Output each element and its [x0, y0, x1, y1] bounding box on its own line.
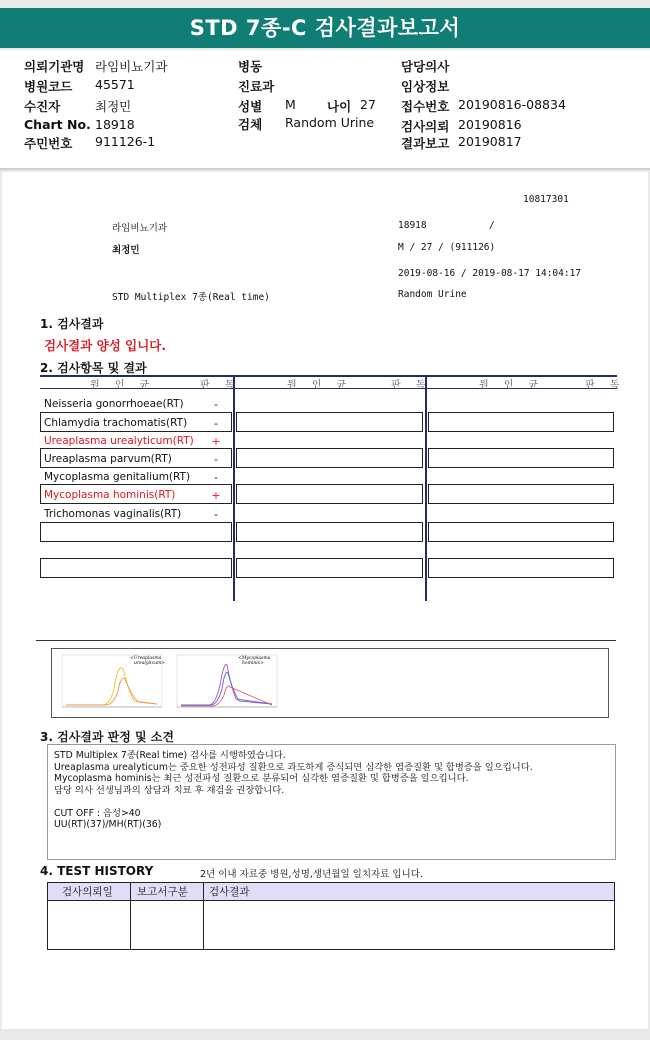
info-label-receipt-no: 접수번호: [401, 99, 450, 114]
item-row-box: [40, 558, 232, 578]
amplification-graphs: [51, 648, 609, 718]
col1-head-organism: 원 인 균: [90, 380, 156, 391]
table-divider-1: [233, 375, 235, 601]
info-label-clinical-info: 임상정보: [401, 79, 450, 94]
info-label-department: 진료과: [238, 79, 275, 94]
info-value-sex: M: [285, 97, 296, 112]
item-result-positive: +: [211, 489, 221, 502]
graph-left-label1: <Ureaplasma: [130, 656, 162, 661]
report-sex-age: M / 27 / (911126): [398, 242, 496, 253]
report-dates: 2019-08-16 / 2019-08-17 14:04:17: [398, 268, 582, 279]
opinion-line: CUT OFF : 음성>40: [54, 807, 141, 819]
report-patient: 최정민: [112, 245, 140, 256]
item-row-box: [40, 522, 232, 542]
overall-result: 검사결과 양성 입니다.: [44, 338, 167, 353]
item-name-positive: Ureaplasma urealyticum(RT): [44, 435, 194, 447]
item-result: -: [214, 471, 218, 484]
report-code: 10817301: [523, 194, 569, 205]
info-divider: [0, 168, 650, 170]
col1-head-reading: 판 독: [200, 380, 241, 391]
info-label-ward: 병동: [238, 59, 263, 74]
opinion-box: [47, 744, 616, 860]
section3-title: 3. 검사결과 판정 및 소견: [40, 730, 174, 744]
empty-row-box: [236, 522, 423, 542]
empty-row-box: [236, 558, 423, 578]
empty-row-box: [428, 484, 614, 504]
empty-row-box: [428, 558, 614, 578]
empty-row-box: [428, 522, 614, 542]
graph-left: [62, 655, 165, 707]
item-name: Mycoplasma genitalium(RT): [44, 471, 191, 483]
section4-title: 4. TEST HISTORY: [40, 864, 154, 878]
item-result: -: [214, 453, 218, 466]
col3-head-reading: 판 독: [585, 380, 626, 391]
history-header: [48, 883, 614, 901]
info-label-doctor: 담당의사: [401, 59, 450, 74]
item-result: -: [214, 398, 218, 411]
info-value-age: 27: [360, 97, 376, 112]
empty-row-box: [236, 448, 423, 468]
info-value-resident-no: 911126-1: [95, 134, 156, 149]
patient-info-panel: [0, 50, 650, 168]
item-name-positive: Mycoplasma hominis(RT): [44, 489, 176, 501]
item-name: Chlamydia trachomatis(RT): [44, 417, 188, 429]
history-divider: [130, 883, 131, 949]
report-specimen: Random Urine: [398, 289, 467, 300]
col2-head-reading: 판 독: [391, 380, 432, 391]
history-table: [47, 882, 615, 950]
report-chart-slash: /: [489, 220, 495, 231]
graph-right: [177, 655, 277, 707]
item-result-positive: +: [211, 435, 221, 448]
empty-row-box: [428, 448, 614, 468]
info-label-chart: Chart No.: [24, 117, 91, 132]
info-label-age: 나이: [327, 99, 352, 114]
info-value-chart: 18918: [95, 117, 135, 132]
amplification-curves: [52, 649, 608, 717]
info-label-hospital-code: 병원코드: [24, 79, 73, 94]
info-label-request-date: 검사의뢰: [401, 119, 450, 134]
history-divider: [203, 883, 204, 949]
empty-row-box: [236, 412, 423, 432]
opinion-line: Ureaplasma urealyticum는 중요한 성전파성 질환으로 과도하게 증식되면 심각한 염증질환 및 합병증을 일으킵니다.: [54, 761, 533, 773]
col3-head-organism: 원 인 균: [479, 380, 545, 391]
item-result: -: [214, 417, 218, 430]
col2-head-organism: 원 인 균: [287, 380, 353, 391]
info-label-sex: 성별: [238, 99, 263, 114]
report-test-name: STD Multiplex 7종(Real time): [112, 292, 270, 303]
graphs-separator: [36, 640, 616, 641]
empty-row-box: [236, 484, 423, 504]
info-value-patient: 최정민: [95, 99, 132, 114]
history-col-request-date: 검사의뢰일: [62, 886, 113, 898]
report-page: [2, 172, 648, 1029]
history-col-report-type: 보고서구분: [137, 886, 188, 898]
info-value-clinic: 라임비뇨기과: [95, 59, 168, 74]
info-label-clinic: 의뢰기관명: [24, 59, 85, 74]
info-value-specimen: Random Urine: [285, 115, 375, 130]
info-label-resident-no: 주민번호: [24, 136, 73, 151]
empty-row-box: [428, 412, 614, 432]
item-name: Ureaplasma parvum(RT): [44, 453, 172, 465]
info-label-patient: 수진자: [24, 99, 61, 114]
opinion-line: UU(RT)(37)/MH(RT)(36): [54, 819, 162, 830]
opinion-line: [54, 796, 615, 808]
info-value-request-date: 20190816: [458, 117, 522, 132]
history-col-result: 검사결과: [209, 886, 250, 898]
item-name: Trichomonas vaginalis(RT): [44, 508, 182, 520]
report-title: STD 7종-C 검사결과보고서: [0, 8, 650, 48]
graph-right-label2: hominis>: [242, 661, 264, 666]
section2-title: 2. 검사항목 및 결과: [40, 361, 147, 375]
report-chart: 18918: [398, 220, 427, 231]
opinion-line: 담당 의사 선생님과의 상담과 치료 후 재검을 권장합니다.: [54, 784, 285, 796]
section1-title: 1. 검사결과: [40, 317, 104, 331]
graph-left-label2: urealyticum>: [134, 661, 166, 666]
opinion-line: Mycoplasma hominis는 최근 성전파성 질환으로 분류되어 심각한 염증질환 및 합병증을 일으킵니다.: [54, 773, 469, 784]
graph-right-label1: <Mycoplasma: [238, 656, 271, 661]
item-name: Neisseria gonorrhoeae(RT): [44, 398, 184, 410]
item-result: -: [214, 508, 218, 521]
table-divider-2: [425, 375, 427, 601]
report-clinic: 라임비뇨기과: [112, 223, 168, 234]
history-note: 2년 이내 자료중 병원,성명,생년월일 일치자료 입니다.: [200, 869, 423, 880]
info-value-receipt-no: 20190816-08834: [458, 97, 566, 112]
info-value-report-date: 20190817: [458, 134, 522, 149]
opinion-line: STD Multiplex 7종(Real time) 검사를 시행하였습니다.: [54, 750, 286, 761]
info-value-hospital-code: 45571: [95, 77, 135, 92]
info-label-report-date: 결과보고: [401, 136, 450, 151]
info-label-specimen: 검체: [238, 117, 263, 132]
